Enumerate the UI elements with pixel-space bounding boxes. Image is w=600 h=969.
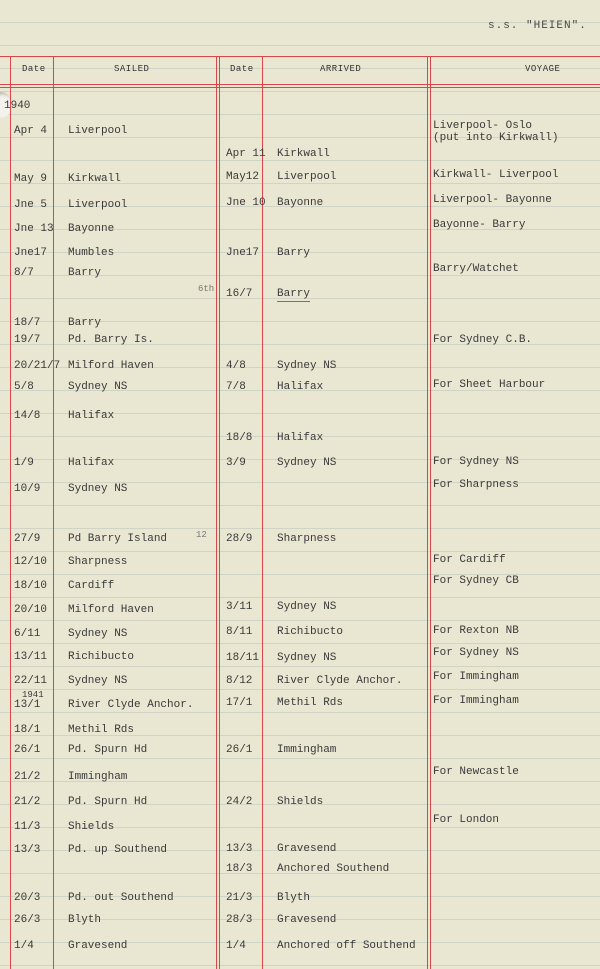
sailed-date: 1/9 — [14, 457, 34, 469]
voyage: For London — [433, 814, 500, 826]
sailed-date: 20/3 — [14, 892, 41, 904]
sailed-port: Shields — [68, 821, 115, 833]
sailed-date: 18/7 — [14, 317, 41, 329]
sailed-date: 22/11 — [14, 675, 48, 687]
sailed-date: 20/10 — [14, 604, 48, 616]
voyage: Bayonne- Barry — [433, 219, 526, 231]
arrived-date: 1/4 — [226, 940, 246, 952]
sailed-date: 8/7 — [14, 267, 34, 279]
arrived-date: 3/9 — [226, 457, 246, 469]
arrived-port: Blyth — [277, 892, 311, 904]
sailed-port: Gravesend — [68, 940, 128, 952]
arrived-port: Anchored off Southend — [277, 940, 416, 952]
voyage: For Rexton NB — [433, 625, 519, 637]
header-date-sailed: Date — [22, 64, 46, 74]
voyage: For Cardiff — [433, 554, 506, 566]
sailed-port: Sydney NS — [68, 628, 128, 640]
sailed-date: 10/9 — [14, 483, 41, 495]
sailed-date: 5/8 — [14, 381, 34, 393]
arrived-date: 24/2 — [226, 796, 253, 808]
sailed-date: 1/4 — [14, 940, 34, 952]
sailed-date: Apr 4 — [14, 125, 48, 137]
arrived-date: 3/11 — [226, 601, 253, 613]
arrived-port: Sydney NS — [277, 457, 337, 469]
sailed-port: Pd. Barry Is. — [68, 334, 154, 346]
sailed-date: 26/1 — [14, 744, 41, 756]
sailed-port: Pd. Spurn Hd — [68, 796, 148, 808]
sailed-port: Blyth — [68, 914, 102, 926]
arrived-date: May12 — [226, 171, 260, 183]
arrived-port: Anchored Southend — [277, 863, 390, 875]
sailed-date: 27/9 — [14, 533, 41, 545]
arrived-port: Halifax — [277, 381, 324, 393]
sailed-port: Halifax — [68, 457, 115, 469]
year-1941: 1941 — [22, 690, 44, 700]
voyage: For Sydney NS — [433, 647, 519, 659]
column-rule-sailed — [53, 56, 54, 969]
margin-note: 6th — [198, 284, 215, 294]
header-date-arrived: Date — [230, 64, 254, 74]
header-rule-bottom-double — [0, 87, 600, 88]
column-rule-arrived-date — [216, 56, 217, 969]
column-rule-voyage — [427, 56, 428, 969]
sailed-port: Pd. out Southend — [68, 892, 174, 904]
year-1940: 1940 — [4, 100, 31, 112]
sailed-port: Richibucto — [68, 651, 135, 663]
column-rule-arrived-date-double — [219, 56, 220, 969]
header-voyage: VOYAGE — [525, 64, 561, 74]
sailed-date: May 9 — [14, 173, 48, 185]
arrived-port: Sydney NS — [277, 601, 337, 613]
arrived-date: 18/8 — [226, 432, 253, 444]
arrived-date: 4/8 — [226, 360, 246, 372]
arrived-port: Sydney NS — [277, 652, 337, 664]
sailed-date: 21/2 — [14, 796, 41, 808]
sailed-date: 18/1 — [14, 724, 41, 736]
arrived-port: Halifax — [277, 432, 324, 444]
arrived-date: 8/11 — [226, 626, 253, 638]
arrived-port: Barry — [277, 288, 311, 300]
sailed-date: 18/10 — [14, 580, 48, 592]
arrived-date: 7/8 — [226, 381, 246, 393]
voyage: For Newcastle — [433, 766, 519, 778]
header-arrived: ARRIVED — [320, 64, 362, 74]
arrived-port: Shields — [277, 796, 324, 808]
arrived-port: Kirkwall — [277, 148, 330, 160]
arrived-date: 18/11 — [226, 652, 260, 664]
voyage: Barry/Watchet — [433, 263, 519, 275]
column-rule-arrived — [262, 56, 263, 969]
arrived-date: 18/3 — [226, 863, 253, 875]
sailed-port: Barry — [68, 317, 102, 329]
sailed-date: 20/21/7 — [14, 360, 61, 372]
sailed-port: Sharpness — [68, 556, 128, 568]
sailed-date: Jne 5 — [14, 199, 48, 211]
arrived-port: Gravesend — [277, 914, 337, 926]
arrived-date: 28/3 — [226, 914, 253, 926]
sailed-date: 13/3 — [14, 844, 41, 856]
arrived-port: Sydney NS — [277, 360, 337, 372]
header-rule-bottom — [0, 84, 600, 85]
arrived-date: Jne 10 — [226, 197, 266, 209]
sailed-date: 26/3 — [14, 914, 41, 926]
sailed-date: 13/11 — [14, 651, 48, 663]
sailed-port: Milford Haven — [68, 604, 154, 616]
arrived-date: 16/7 — [226, 288, 253, 300]
voyage: For Sydney NS — [433, 456, 519, 468]
arrived-port: Barry — [277, 247, 311, 259]
sailed-port: River Clyde Anchor. — [68, 699, 194, 711]
sailed-port: Liverpool — [68, 125, 128, 137]
voyage: For Sydney C.B. — [433, 334, 533, 346]
sailed-port: Halifax — [68, 410, 115, 422]
voyage: For Immingham — [433, 695, 519, 707]
sailed-port: Methil Rds — [68, 724, 135, 736]
arrived-date: 28/9 — [226, 533, 253, 545]
voyage: Kirkwall- Liverpool — [433, 169, 559, 181]
sailed-port: Sydney NS — [68, 381, 128, 393]
sailed-date: 21/2 — [14, 771, 41, 783]
sailed-port: Liverpool — [68, 199, 128, 211]
sailed-port: Bayonne — [68, 223, 115, 235]
voyage: For Sheet Harbour — [433, 379, 546, 391]
arrived-port: Richibucto — [277, 626, 344, 638]
arrived-port: Gravesend — [277, 843, 337, 855]
arrived-port: River Clyde Anchor. — [277, 675, 403, 687]
arrived-port: Bayonne — [277, 197, 324, 209]
sailed-port: Kirkwall — [68, 173, 121, 185]
sailed-port: Pd Barry Island — [68, 533, 168, 545]
sailed-port: Sydney NS — [68, 483, 128, 495]
arrived-port: Sharpness — [277, 533, 337, 545]
voyage: For Immingham — [433, 671, 519, 683]
voyage: For Sydney CB — [433, 575, 519, 587]
sailed-date: 12/10 — [14, 556, 48, 568]
voyage: For Sharpness — [433, 479, 519, 491]
sailed-date: 14/8 — [14, 410, 41, 422]
sailed-port: Pd. Spurn Hd — [68, 744, 148, 756]
voyage: Liverpool- Bayonne — [433, 194, 552, 206]
margin-rule — [10, 56, 11, 969]
sailed-date: Jne 13 — [14, 223, 54, 235]
sailed-date: Jne17 — [14, 247, 48, 259]
sailed-port: Milford Haven — [68, 360, 154, 372]
arrived-port: Liverpool — [277, 171, 337, 183]
arrived-port: Immingham — [277, 744, 337, 756]
column-rule-voyage-double — [430, 56, 431, 969]
voyage-note: (put into Kirkwall) — [433, 132, 559, 144]
arrived-date: 8/12 — [226, 675, 253, 687]
arrived-port: Methil Rds — [277, 697, 344, 709]
arrived-date: 17/1 — [226, 697, 253, 709]
arrived-date: 26/1 — [226, 744, 253, 756]
sailed-date: 19/7 — [14, 334, 41, 346]
sailed-port: Mumbles — [68, 247, 115, 259]
sailed-port: Cardiff — [68, 580, 115, 592]
sailed-date: 13/1 — [14, 699, 41, 711]
ship-title: s.s. "HEIEN". — [488, 20, 587, 32]
arrived-date: Jne17 — [226, 247, 260, 259]
sailed-date: 6/11 — [14, 628, 41, 640]
voyage: Liverpool- Oslo — [433, 120, 533, 132]
margin-note-2: 12 — [196, 530, 207, 540]
sailed-port: Barry — [68, 267, 102, 279]
arrived-date: 13/3 — [226, 843, 253, 855]
sailed-port: Immingham — [68, 771, 128, 783]
sailed-port: Pd. up Southend — [68, 844, 168, 856]
arrived-date: 21/3 — [226, 892, 253, 904]
header-sailed: SAILED — [114, 64, 150, 74]
arrived-date: Apr 11 — [226, 148, 266, 160]
sailed-date: 11/3 — [14, 821, 41, 833]
header-rule-top — [0, 56, 600, 57]
sailed-port: Sydney NS — [68, 675, 128, 687]
